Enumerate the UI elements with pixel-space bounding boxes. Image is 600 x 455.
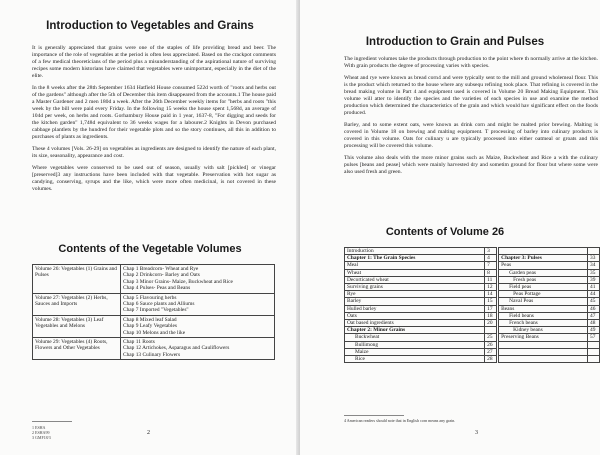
contents-entry: Decorticated wheat	[345, 276, 485, 283]
volume-row	[33, 315, 275, 337]
contents-row	[345, 291, 600, 298]
volume-chapters	[121, 338, 275, 360]
contents-row	[345, 341, 600, 348]
contents-page-number: 34	[588, 262, 600, 269]
contents-page-number	[588, 341, 600, 348]
contents-page-number: 14	[485, 291, 497, 298]
chapter-entry: Chap 12 Artichokes, Asparagus and Cauliflowers	[123, 345, 230, 352]
volume-chapters	[121, 315, 275, 337]
contents-page-number: 41	[588, 284, 600, 291]
contents-entry: Oat based ingredients	[345, 320, 485, 327]
contents-entry: Maize	[345, 348, 485, 355]
contents-entry: Bullimong	[345, 341, 485, 348]
footnote-rule	[32, 421, 72, 422]
contents-row	[345, 327, 600, 334]
contents-entry: Oats	[345, 312, 485, 319]
contents-page-number: 46	[588, 305, 600, 312]
contents-row	[345, 262, 600, 269]
chapter-entry: Chap 5 Flavouring herbs	[123, 294, 177, 301]
contents-entry: Chapter 1: The Grain Species	[345, 255, 485, 262]
contents-entry: Chapter 3: Pulses	[499, 255, 588, 262]
contents-entry: Meal	[345, 262, 485, 269]
paragraph: The ingredient volumes take the products through production to the point where th normally arrive at the kitchen. With grain products the degree of processing varies with species.	[344, 56, 598, 69]
contents-row	[345, 248, 600, 255]
contents-page-number: 47	[588, 312, 600, 319]
contents-page-number	[588, 356, 600, 363]
chapter-entry: Chap 11 Roots	[123, 339, 155, 346]
left-footnotes	[32, 425, 51, 440]
contents-page-number: 11	[485, 276, 497, 283]
contents-page-number: 57	[588, 334, 600, 341]
paragraph: It is generally appreciated that grains were one of the staples of life providing bread and beer. The importance of the role of vegetables at the period is often less appreciated. Based on the crackpot comments of a few medical theoreticians of the period plus a misunderstanding of the aspirational nature of surviving recipes some modern historians have claimed that vegetables were unimportant, especially in the diet of the elite.	[32, 45, 276, 79]
contents-row	[345, 356, 600, 363]
contents-page-number: 12	[485, 284, 497, 291]
page-number: 3	[475, 430, 478, 436]
paragraph: In the 8 weeks after the 28th September 1634 Hatfield House consumed 522d worth of "roots and herbs out of the gardens" although after the 5th of December this item disappeared from the accounts.1 The house paid a Master Gardener and 2 men 180d a week. After the 26th December weekly items for "herbs and roots "this week by the bill were paid every Friday. In the following 15 weeks the house spent 1,568d, an average of 104d per week, on herbs and roots. Gorhambury House paid in 1 year, 1637-8, "For digging and seeds for the kitchen garden" 1,748d equivalent to 36 weeks wages for a labourer.2 Knights in Devon purchased cabbage plantlets by the hundred for their vegetable plots and so the story continues, all this in addition to purchases of plants as ingredients.	[32, 85, 276, 140]
volume-name: Volume 27: Vegetables (2) Herbs, Sauces and Imports	[33, 293, 121, 315]
paragraph: Barley, and to some extent oats, were known as drink corn and might be malted prior brewing. Malting is covered in Volume 18 on brewing and malting equipment. T processing of barley into culinary products is covered in this volume. Oats for culinary u are typically processed into either oatmeal or groats and this processing will be covered this volume.	[344, 122, 598, 149]
right-page-title: Introduction to Grain and Pulses	[365, 36, 545, 48]
contents-row	[345, 312, 600, 319]
contents-entry: Hulled barley	[345, 305, 485, 312]
footnote-rule	[344, 415, 404, 416]
footnote: 1 ESHA	[32, 425, 46, 430]
contents-page-number	[588, 348, 600, 355]
chapter-entry: Chap 3 Minor Grains- Maize, Buckwheat and Rice	[123, 278, 233, 285]
contents-entry	[499, 248, 588, 255]
contents-entry	[499, 356, 588, 363]
volume-chapters	[121, 265, 275, 294]
chapter-entry: Chap 9 Leafy Vegetables	[123, 323, 177, 330]
paragraph: Wheat and rye were known as bread corn4 and were typically sent to the mill and ground wholemeal flour. This is the product which returned to the house where any subsequ refining took place. That refining is covered in the bread making volume in Part 4 and equipment used is covered in Volume 20 Bread Making Equipment. This volume will atter to identify the species and the varieties of each species in use and examine the method production which determined the characteristics of the grain and which would hav significant effect on the foods produced.	[344, 75, 598, 116]
volume-row	[33, 293, 275, 315]
contents-page-number: 18	[485, 312, 497, 319]
contents-entry: Field beans	[499, 312, 588, 319]
page-number: 2	[147, 430, 150, 436]
contents-row	[345, 305, 600, 312]
contents-row	[345, 276, 600, 283]
contents-page-number: 49	[588, 327, 600, 334]
volume-26-contents-table	[344, 247, 600, 363]
chapter-entry: Chap 7 Imported "Vegetables"	[123, 307, 189, 314]
volume-row	[33, 265, 275, 294]
volume-name: Volume 28: Vegetables (3) Leaf Vegetables and Melons	[33, 315, 121, 337]
volume-chapters	[121, 293, 275, 315]
contents-page-number: 3	[485, 248, 497, 255]
contents-entry: Preserving Beans	[499, 334, 588, 341]
contents-page-number	[588, 248, 600, 255]
chapter-entry: Chap 2 Drinkcorn- Barley and Oats	[123, 272, 200, 279]
contents-entry: Fresh peas	[499, 276, 588, 283]
contents-row	[345, 284, 600, 291]
contents-entry: Naval Peas	[499, 298, 588, 305]
contents-row	[345, 298, 600, 305]
contents-row	[345, 269, 600, 276]
contents-entry: Garden peas	[499, 269, 588, 276]
contents-page-number: 39	[588, 276, 600, 283]
chapter-entry: Chap 8 Mixed leaf Salad	[123, 316, 177, 323]
contents-row	[345, 255, 600, 262]
contents-row	[345, 348, 600, 355]
chapter-entry: Chap 10 Melons and the like	[123, 329, 186, 336]
contents-page-number: 33	[588, 255, 600, 262]
contents-page-number: 17	[485, 305, 497, 312]
contents-entry: Chapter 2: Minor Grains	[345, 327, 485, 334]
footnote: 3 GMF18/3	[32, 435, 51, 440]
contents-page-number: 27	[485, 348, 497, 355]
contents-page-number	[485, 327, 497, 334]
contents-page-number: 26	[485, 341, 497, 348]
contents-entry: Kidney beans	[499, 327, 588, 334]
chapter-entry: Chap 13 Culinary Flowers	[123, 351, 181, 358]
contents-page-number: 45	[588, 298, 600, 305]
contents-page-number: 25	[485, 334, 497, 341]
contents-entry: Field peas	[499, 284, 588, 291]
contents-entry: Wheat	[345, 269, 485, 276]
contents-entry: Beans	[499, 305, 588, 312]
contents-entry: Buckwheat	[345, 334, 485, 341]
contents-entry: French beans	[499, 320, 588, 327]
right-page	[300, 0, 600, 455]
contents-entry: Rice	[345, 356, 485, 363]
contents-entry: Rye	[345, 291, 485, 298]
contents-entry: Introduction	[345, 248, 485, 255]
chapter-entry: Chap 4 Pulses- Peas and Beans	[123, 285, 191, 292]
volume-contents-heading: Contents of Volume 26	[385, 226, 505, 238]
contents-page-number: 7	[485, 262, 497, 269]
footnote: 4 American readers should note that in English corn means any grain.	[344, 418, 456, 423]
contents-page-number: 48	[588, 320, 600, 327]
paragraph: Where vegetables were conserved to be used out of season, usually with salt [pickled] or vinegar [preserved]3 any instructions have been included with that vegetable. Preservation with hot sugar as candying, conserving, syrups and the like, which were more often medicinal, is not covered in these volumes.	[32, 165, 276, 192]
contents-entry	[499, 348, 588, 355]
contents-page-number: 8	[485, 269, 497, 276]
volume-name: Volume 26: Vegetables (1) Grains and Pulses	[33, 265, 121, 294]
left-page-body	[32, 45, 276, 198]
vegetable-volumes-table	[32, 264, 275, 360]
contents-entry: Barley	[345, 298, 485, 305]
footnote: 2 ESHA99	[32, 430, 50, 435]
chapter-entry: Chap 6 Sauce plants and Alliums	[123, 301, 195, 308]
contents-entry	[499, 341, 588, 348]
contents-entry: Peas	[499, 262, 588, 269]
vegetable-volumes-heading: Contents of the Vegetable Volumes	[58, 243, 242, 255]
contents-page-number: 28	[485, 356, 497, 363]
contents-page-number: 35	[588, 269, 600, 276]
chapter-entry: Chap 1 Breadcorn- Wheat and Rye	[123, 266, 199, 272]
contents-page-number: 15	[485, 298, 497, 305]
contents-row	[345, 320, 600, 327]
contents-row	[345, 334, 600, 341]
left-page-title: Introduction to Vegetables and Grains	[46, 20, 254, 32]
contents-entry: Surviving grains	[345, 284, 485, 291]
contents-entry: Peas Pottage	[499, 291, 588, 298]
volume-row	[33, 338, 275, 360]
paragraph: This volume also deals with the more minor grains such as Maize, Buckwheat and Rice a with the culinary pulses [beans and pease] which were mainly harvested dry and sometim ground for flour but where some were also used fresh and green.	[344, 155, 598, 175]
contents-page-number: 44	[588, 291, 600, 298]
contents-page-number: 4	[485, 255, 497, 262]
paragraph: These 4 volumes [Vols. 26-29] on vegetables as ingredients are designed to identify the nature of each plant, its size, seasonality, appearance and cost.	[32, 146, 276, 159]
contents-page-number: 20	[485, 320, 497, 327]
right-page-body	[344, 56, 598, 181]
volume-name: Volume 29: Vegetables (4) Roots, Flowers and Other Vegetables	[33, 338, 121, 360]
